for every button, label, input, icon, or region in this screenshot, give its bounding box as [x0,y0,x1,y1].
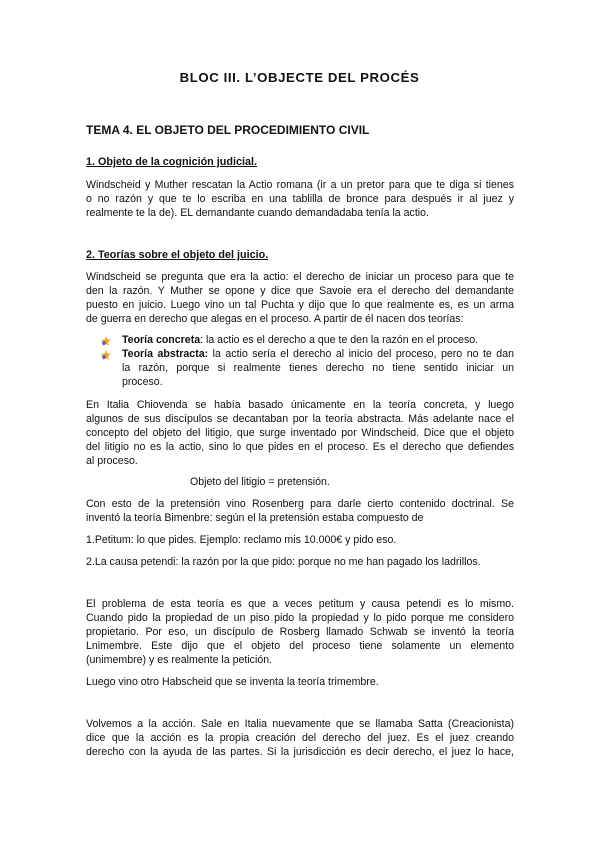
s2-paragraph-line: derecho con la ayuda de las partes. Si la jurisdicción es decir derecho, el juez lo hace, [86,746,514,758]
bullet-text: proceso. [122,376,163,388]
s2-paragraph-line: Lnimembre. Este dijo que el objeto del proceso tiene solamente un elemento [86,640,514,652]
list-item-petitum: 1.Petitum: lo que pides. Ejemplo: reclamo mis 10.000€ y pido eso. [86,534,397,546]
s2-paragraph-line: den la razón. Y Muther se opone y dice que Savoie era el derecho del demandante [86,285,514,297]
bullet-star-icon [101,336,111,346]
s2-paragraph-line: El problema de esta teoría es que a veces petitum y causa petendi es lo mismo. [86,598,514,610]
tema-heading: TEMA 4. EL OBJETO DEL PROCEDIMIENTO CIVIL [86,123,370,137]
bullet-label: Teoría concreta [122,334,201,346]
bullet-label: Teoría abstracta: [122,348,209,360]
s2-paragraph-line: al proceso. [86,455,138,467]
bullet-item-concreta [104,333,514,347]
bullet-text: : la actio es el derecho a que te den la razón en el proceso. [200,334,479,346]
s2-paragraph-line: inventó la teoría Bimenbre: según el la pretensión estaba compuesto de [86,512,424,524]
s1-paragraph-line: realmente te la de). EL demandante cuando demandadaba tenía la actio. [86,207,429,219]
bullet-continuation [104,361,514,375]
s2-paragraph-line: concepto del objeto del litigio, que surge inventado por Windscheid. Dice que el objeto [86,427,514,439]
list-item-causa-petendi: 2.La causa petendi: la razón por la que pido: porque no me han pagado los ladrillos. [86,556,481,568]
section-1-heading: 1. Objeto de la cognición judicial. [86,156,257,168]
s2-paragraph-line: del litigio no es la actio, sino lo que pides en el proceso. Es el derecho que defiendes [86,441,514,453]
s2-paragraph-line: Windscheid se pregunta que era la actio: el derecho de iniciar un proceso para que te [86,271,514,283]
bullet-text: la razón, porque si realmente tienes derecho no tiene sentido iniciar un [122,362,514,374]
s2-paragraph-line: puesto en juicio. Luego vino un tal Puchta y dijo que lo que realmente es, es un arma [86,299,514,311]
s2-paragraph-line: algunos de sus discípulos se decantaban por la teoría abstracta. Más adelante nace el [86,413,514,425]
bullet-item-abstracta [104,347,514,361]
s2-paragraph-line: de guerra en derecho que alegas en el proceso. A partir de él nacen dos teorías: [86,313,464,325]
s2-paragraph-line: En Italia Chiovenda se había basado únicamente en la teoría concreta, y luego [86,399,514,411]
s2-paragraph-line: (unimembre) y es realmente la petición. [86,654,273,666]
s2-paragraph-line: dice que la acción es la propia creación del derecho del juez. Es el juez creando [86,732,514,744]
s2-paragraph-line: Cuando pido la propiedad de un piso pido la propiedad y lo pido porque me considero [86,612,514,624]
s2-paragraph-line: Luego vino otro Habscheid que se inventa la teoría trimembre. [86,676,379,688]
document-title: BLOC III. L’OBJECTE DEL PROCÉS [179,70,420,85]
s1-paragraph-line: Windscheid y Muther rescatan la Actio romana (ir a un pretor para que te diga si tienes [86,179,514,191]
s2-paragraph-line: Con esto de la pretensión vino Rosenberg para darle cierto contenido doctrinal. Se [86,498,514,510]
section-2-heading: 2. Teorías sobre el objeto del juicio. [86,249,269,261]
bullet-star-icon [101,350,111,360]
s1-paragraph-line: o no razón y que te lo escriba en una tablilla de bronce para después ir al juez y [86,193,514,205]
s2-paragraph-line: Volvemos a la acción. Sale en Italia nuevamente que se llamaba Satta (Creacionista) [86,718,514,730]
bullet-text: la actio sería el derecho al inicio del proceso, pero no te dan [208,348,514,360]
formula-line: Objeto del litigio = pretensión. [190,476,330,488]
s2-paragraph-line: propietario. Por eso, un discípulo de Rosberg llamado Schwab se inventó la teoría [86,626,514,638]
bullet-continuation [104,375,514,389]
